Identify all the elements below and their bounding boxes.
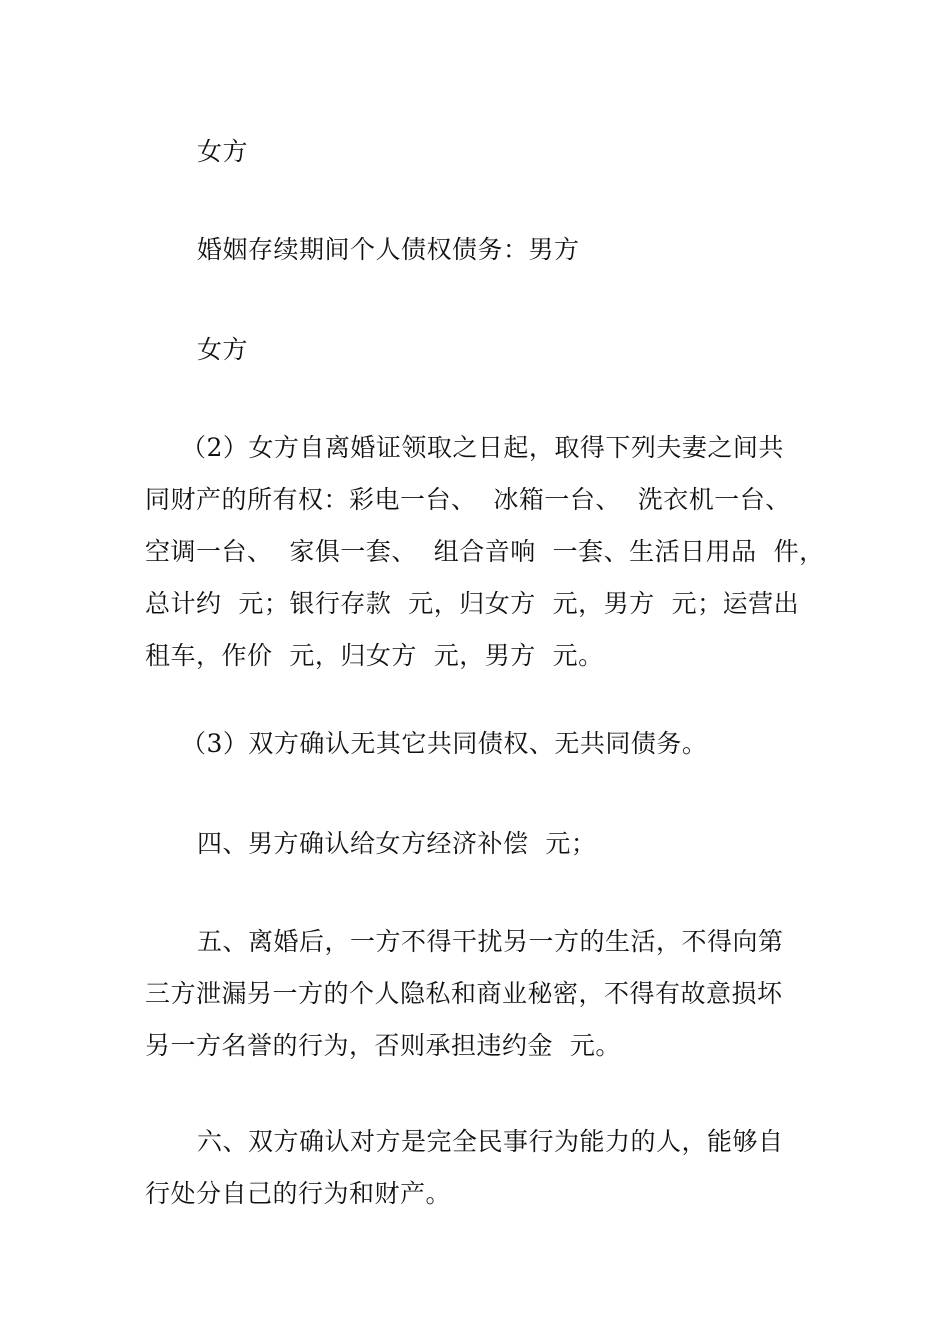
paragraph-section-4-compensation (145, 818, 825, 870)
text-line: 空调一台、 家俱一套、 组合音响 一套、生活日用品 件， (145, 537, 825, 566)
paragraph-personal-debts (145, 224, 825, 276)
text-line: 四、男方确认给女方经济补偿 元； (197, 829, 597, 858)
paragraph-section-6-capacity (145, 1116, 825, 1220)
text-line: 婚姻存续期间个人债权债务：男方 (197, 235, 580, 264)
text-line: 总计约 元；银行存款 元，归女方 元，男方 元；运营出 (145, 589, 800, 618)
text-line: 同财产的所有权：彩电一台、 冰箱一台、 洗衣机一台、 (145, 485, 791, 514)
paragraph-clause-2-property (145, 422, 825, 682)
paragraph-wife-label-1 (145, 126, 825, 178)
text-line: 租车，作价 元，归女方 元，男方 元。 (145, 641, 604, 670)
text-line: （2）女方自离婚证领取之日起，取得下列夫妻之间共 (181, 433, 784, 462)
text-line: 六、双方确认对方是完全民事行为能力的人，能够自 (197, 1127, 784, 1156)
text-line: 行处分自己的行为和财产。 (145, 1179, 452, 1208)
text-line: 另一方名誉的行为，否则承担违约金 元。 (145, 1031, 621, 1060)
text-line: 三方泄漏另一方的个人隐私和商业秘密，不得有故意损坏 (145, 979, 783, 1008)
text-line: 女方 (197, 137, 249, 166)
paragraph-wife-label-2 (145, 324, 825, 376)
text-line: 五、离婚后，一方不得干扰另一方的生活，不得向第 (197, 927, 784, 956)
text-line: 女方 (197, 335, 249, 364)
paragraph-section-5-privacy (145, 916, 825, 1072)
paragraph-clause-3-debts (145, 718, 825, 770)
text-line: （3）双方确认无其它共同债权、无共同债务。 (181, 729, 708, 758)
